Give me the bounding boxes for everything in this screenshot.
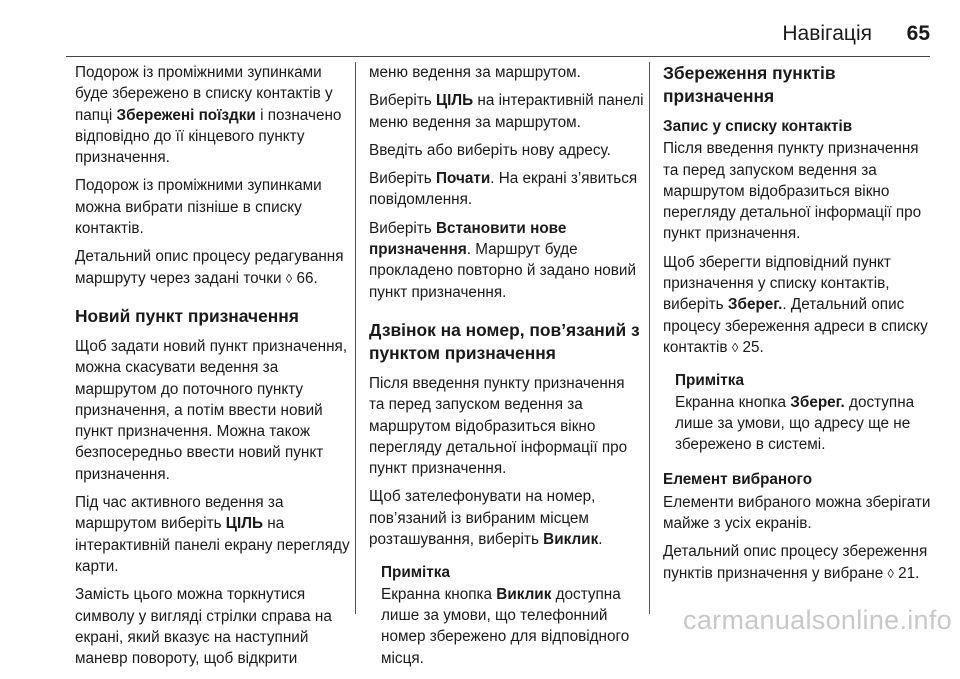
ui-term: Збережені поїздки <box>116 106 256 124</box>
heading-new-destination: Новий пункт призначення <box>75 305 299 326</box>
section-title: Навігація <box>782 22 872 45</box>
note-block <box>675 370 938 455</box>
paragraph: Введіть або виберіть нову адресу. <box>369 141 611 159</box>
paragraph: Замість цього можна торкнутися символу у вигляді стрілки справа на екрані, який вказує на наступний маневр повороту, щоб відкрити <box>75 586 332 668</box>
note-block <box>381 562 644 668</box>
ui-term: Зберег. <box>727 296 783 314</box>
ui-term: Встановити нове призначення <box>369 219 567 259</box>
paragraph: Щоб зберегти відповідний пункт призначення у списку контактів, виберіть Зберег.. Детальний опис процесу збереження адреси в списку контактів ◊ 25. <box>663 253 928 356</box>
ui-term: Виклик <box>496 585 552 603</box>
ui-term: ЦІЛЬ <box>435 92 474 110</box>
paragraph: Виберіть Встановити нове призначення. Маршрут буде прокладено повторно й задано новий пункт призначення. <box>369 219 636 301</box>
page-ref-icon: ◊ <box>285 270 293 286</box>
column-1 <box>75 62 350 676</box>
paragraph: Подорож із проміжними зупинками можна вибрати пізніше в списку контактів. <box>75 177 322 238</box>
heading-save-destinations: Збереження пунктів призначення <box>663 63 836 106</box>
paragraph: Після введення пункту призначення та перед запуском ведення за маршрутом відобразиться вікно перегляду детальної інформації про пункт призначення. <box>369 374 628 478</box>
ui-term: Почати <box>435 170 491 188</box>
ui-term: Зберег. <box>790 393 845 411</box>
paragraph: Під час активного ведення за маршрутом виберіть ЦІЛЬ на інтерактивній панелі екрану перегляду карти. <box>75 494 350 575</box>
heading-call-destination: Дзвінок на номер, пов’язаний з пунктом призначення <box>369 319 640 363</box>
page-header <box>0 22 960 52</box>
note-text: Екранна кнопка Виклик доступна лише за умови, що телефонний номер збережено для відповідного місця. <box>381 585 630 667</box>
page-ref-icon: ◊ <box>731 339 739 355</box>
note-title: Примітка <box>675 372 744 390</box>
column-3 <box>663 62 938 591</box>
note-title: Примітка <box>381 564 450 582</box>
paragraph: Подорож із проміжними зупинками буде збережено в списку контактів у папці Збережені поїздки і позначено відповідно до її кінцевого пункту призначення. <box>75 64 342 167</box>
column-divider <box>649 62 650 614</box>
column-divider <box>355 62 356 614</box>
paragraph: меню ведення за маршрутом. <box>369 64 581 81</box>
header-rule <box>66 56 930 57</box>
watermark: carmanualsonline.info <box>683 605 952 635</box>
subheading-favourite: Елемент вибраного <box>663 471 813 489</box>
ui-term: ЦІЛЬ <box>225 515 263 533</box>
paragraph: Детальний опис процесу збереження пунктів призначення у вибране ◊ 21. <box>663 543 928 582</box>
paragraph: Після введення пункту призначення та перед запуском ведення за маршрутом відобразиться вікно перегляду детальної інформації про пункт призначення. <box>663 140 922 243</box>
paragraph: Виберіть Почати. На екрані з’явиться повідомлення. <box>369 170 638 209</box>
paragraph: Щоб зателефонувати на номер, пов’язаний із вибраним місцем розташування, виберіть Виклик. <box>369 488 603 549</box>
paragraph: Щоб задати новий пункт призначення, можна скасувати ведення за маршрутом до поточного пункту призначення, а потім ввести новий пункт призначення. Можна також безпосередньо ввести новий пункт призначення. <box>75 337 348 483</box>
paragraph: Елементи вибраного можна зберігати майже з усіх екранів. <box>663 493 931 533</box>
column-2 <box>369 62 644 679</box>
ui-term: Виклик <box>543 531 599 549</box>
page-number: 65 <box>906 22 930 45</box>
paragraph: Виберіть ЦІЛЬ на інтерактивній панелі меню ведення за маршрутом. <box>369 92 644 131</box>
note-text: Екранна кнопка Зберег. доступна лише за умови, що адресу ще не збережено в системі. <box>675 393 915 454</box>
paragraph: Детальний опис процесу редагування маршруту через задані точки ◊ 66. <box>75 248 344 287</box>
subheading-contacts-entry: Запис у списку контактів <box>663 118 853 135</box>
page-ref-icon: ◊ <box>887 565 894 581</box>
